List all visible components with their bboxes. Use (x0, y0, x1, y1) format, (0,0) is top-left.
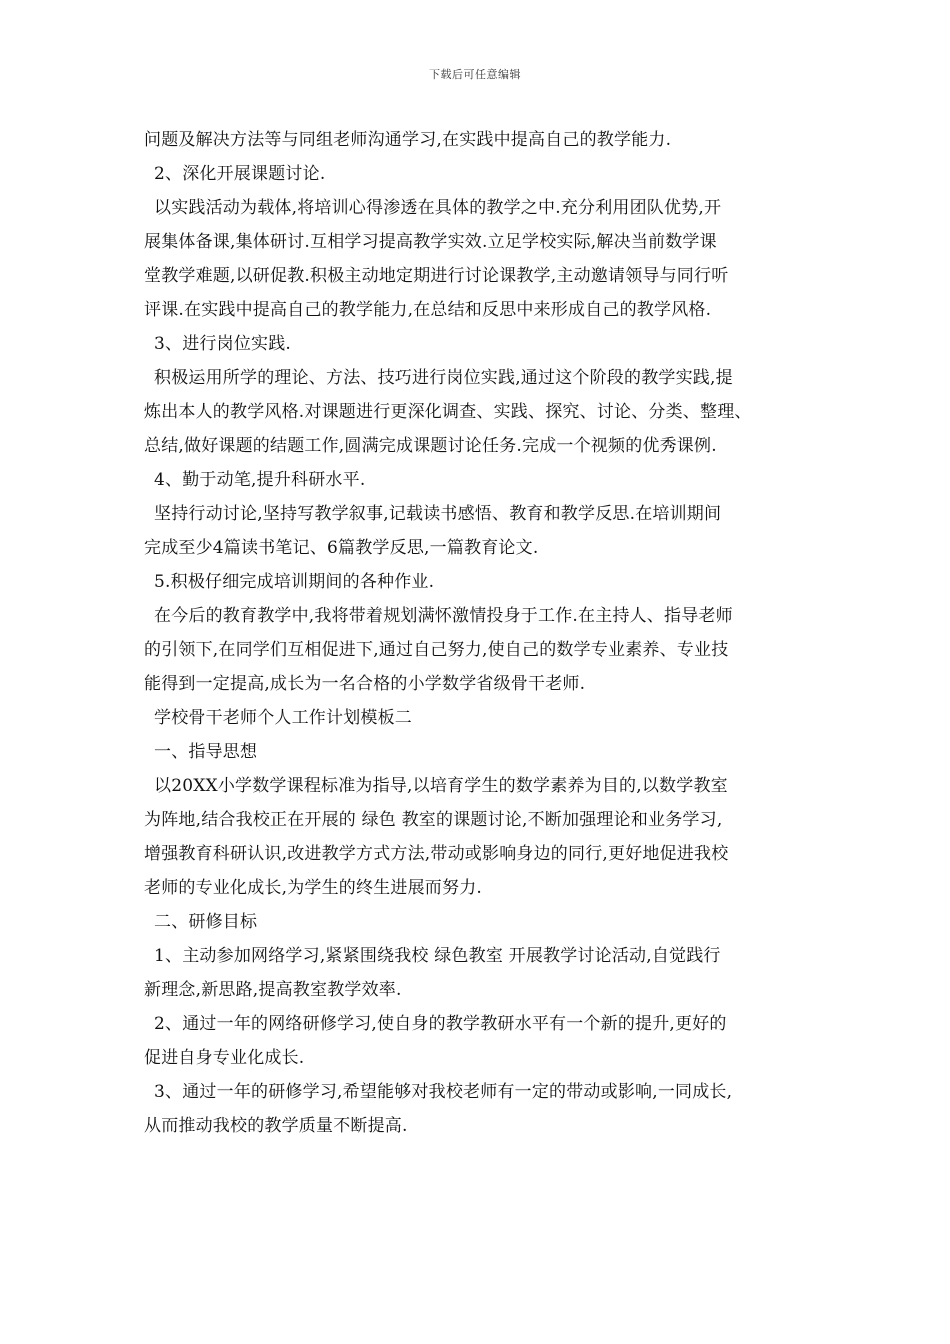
text-line: 堂教学难题,以研促教.积极主动地定期进行讨论课教学,主动邀请领导与同行听 (144, 266, 729, 286)
page-header-note: 下载后可任意编辑 (429, 68, 521, 81)
text-line: 2、通过一年的网络研修学习,使自身的教学教研水平有一个新的提升,更好的 (154, 1014, 727, 1034)
text-line: 为阵地,结合我校正在开展的 绿色 教室的课题讨论,不断加强理论和业务学习, (144, 810, 723, 830)
document-body (144, 123, 834, 1143)
text-line: 总结,做好课题的结题工作,圆满完成课题讨论任务.完成一个视频的优秀课例. (144, 436, 717, 456)
section-heading: 2、深化开展课题讨论. (154, 164, 326, 184)
text-line: 1、主动参加网络学习,紧紧围绕我校 绿色教室 开展教学讨论活动,自觉践行 (154, 946, 721, 966)
text-line: 老师的专业化成长,为学生的终生进展而努力. (144, 878, 483, 898)
section-heading: 二、研修目标 (154, 912, 258, 932)
text-line: 促进自身专业化成长. (144, 1048, 305, 1068)
text-line: 新理念,新思路,提高教室教学效率. (144, 980, 402, 1000)
text-line: 以实践活动为载体,将培训心得渗透在具体的教学之中.充分利用团队优势,开 (154, 198, 722, 218)
text-line: 评课.在实践中提高自己的教学能力,在总结和反思中来形成自己的教学风格. (144, 300, 712, 320)
text-line: 在今后的教育教学中,我将带着规划满怀激情投身于工作.在主持人、指导老师 (154, 606, 733, 626)
document-subtitle: 学校骨干老师个人工作计划模板二 (154, 708, 412, 728)
text-line: 展集体备课,集体研讨.互相学习提高教学实效.立足学校实际,解决当前数学课 (144, 232, 717, 252)
text-line: 的引领下,在同学们互相促进下,通过自己努力,使自己的数学专业素养、专业技 (144, 640, 729, 660)
text-line: 坚持行动讨论,坚持写教学叙事,记载读书感悟、教育和教学反思.在培训期间 (154, 504, 722, 524)
text-line: 3、通过一年的研修学习,希望能够对我校老师有一定的带动或影响,一同成长, (154, 1082, 733, 1102)
text-line: 增强教育科研认识,改进教学方式方法,带动或影响身边的同行,更好地促进我校 (144, 844, 729, 864)
text-line: 从而推动我校的教学质量不断提高. (144, 1116, 408, 1136)
text-line: 炼出本人的教学风格.对课题进行更深化调查、实践、探究、讨论、分类、整理、 (144, 402, 752, 422)
text-line: 完成至少4篇读书笔记、6篇教学反思,一篇教育论文. (144, 538, 539, 558)
text-line: 积极运用所学的理论、方法、技巧进行岗位实践,通过这个阶段的教学实践,提 (154, 368, 733, 388)
section-heading: 3、进行岗位实践. (154, 334, 292, 354)
section-heading: 4、勤于动笔,提升科研水平. (154, 470, 366, 490)
text-line: 以20XX小学数学课程标准为指导,以培育学生的数学素养为目的,以数学教室 (154, 776, 728, 796)
text-line: 问题及解决方法等与同组老师沟通学习,在实践中提高自己的教学能力. (144, 130, 672, 150)
section-heading: 一、指导思想 (154, 742, 258, 762)
section-heading: 5.积极仔细完成培训期间的各种作业. (154, 572, 435, 592)
text-line: 能得到一定提高,成长为一名合格的小学数学省级骨干老师. (144, 674, 586, 694)
